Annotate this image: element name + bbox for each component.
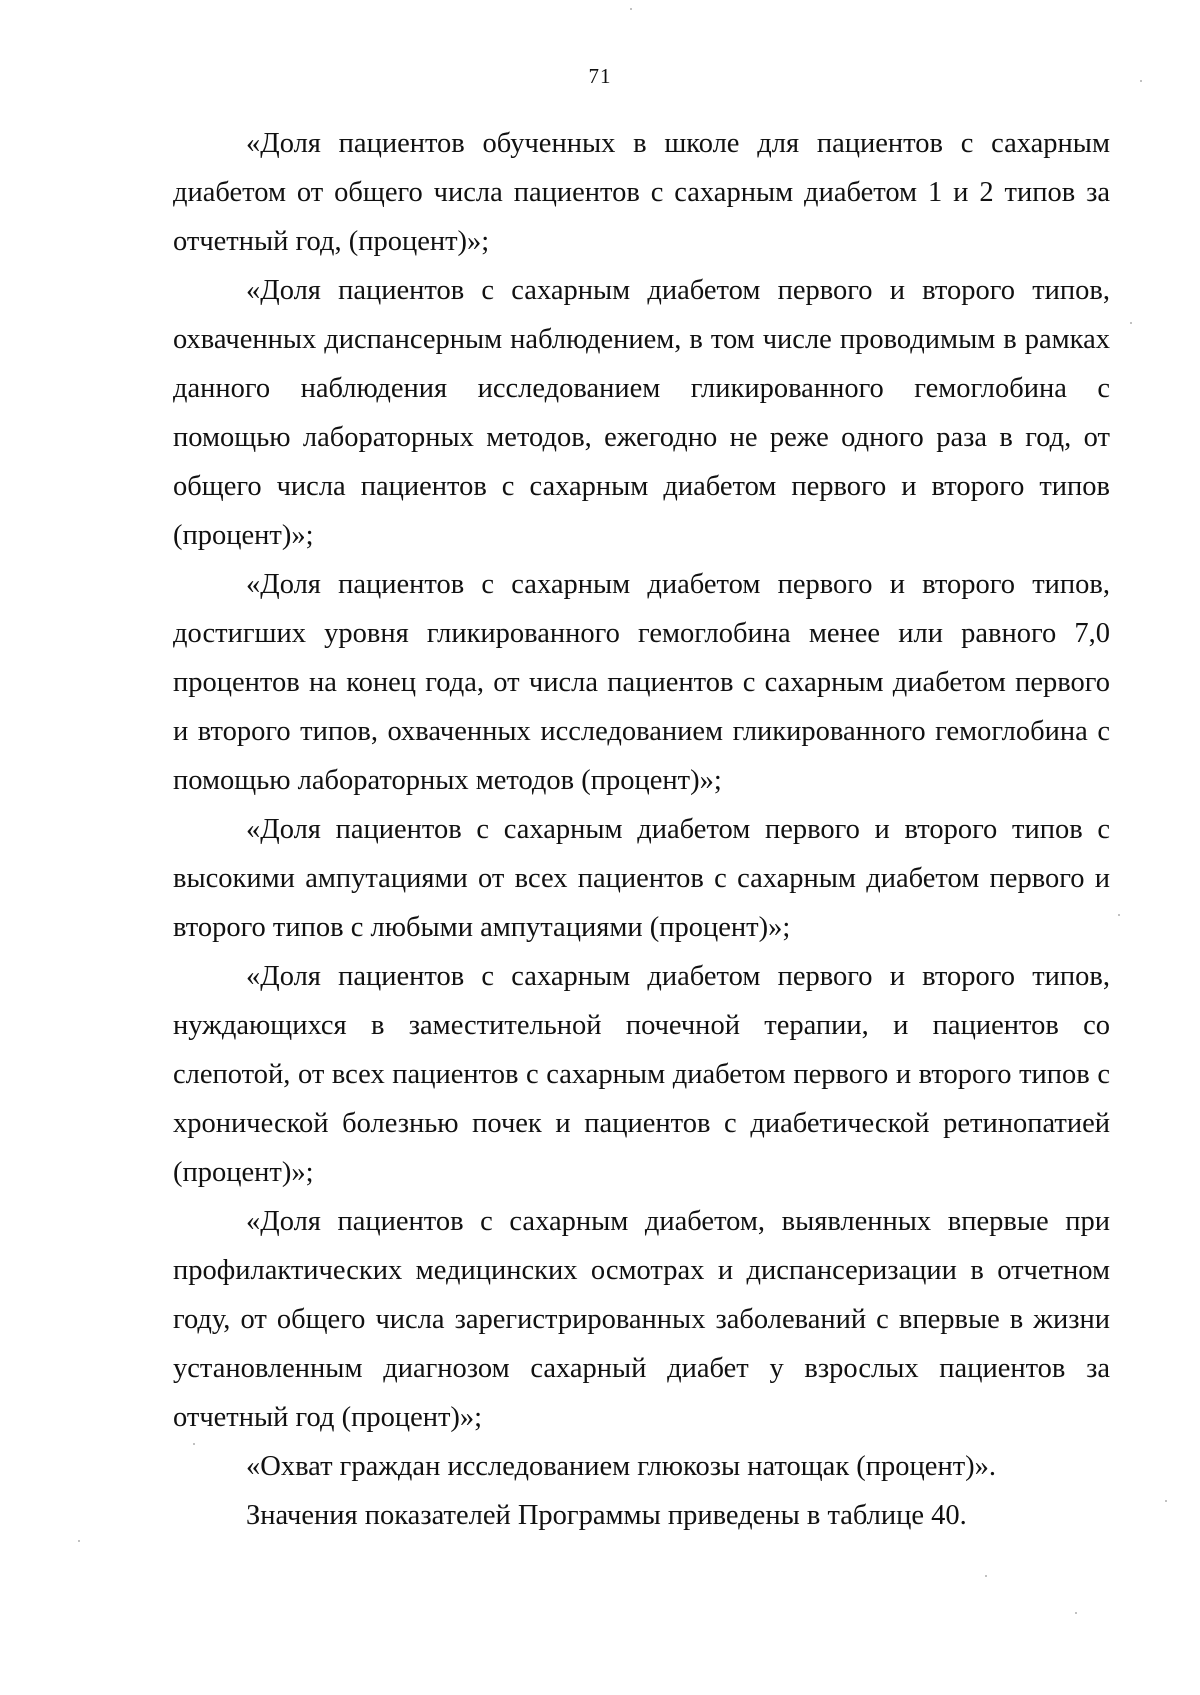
scan-speck xyxy=(1118,914,1120,916)
scan-speck xyxy=(78,1540,80,1542)
paragraph-1: «Доля пациентов обученных в школе для пациентов с сахарным диабетом от общего числа пациентов с сахарным диабетом 1 и 2 типов за отчетный год, (процент)»; xyxy=(173,128,1110,257)
scan-speck xyxy=(1140,80,1142,82)
scan-speck xyxy=(630,8,632,10)
paragraph-4: «Доля пациентов с сахарным диабетом первого и второго типов с высокими ампутациями от всех пациентов с сахарным диабетом первого и второго типов с любыми ампутациями (процент)»; xyxy=(173,814,1110,943)
scan-speck xyxy=(1165,1500,1167,1502)
scan-speck xyxy=(1130,322,1132,324)
paragraph-3: «Доля пациентов с сахарным диабетом первого и второго типов, достигших уровня гликированного гемоглобина менее или равного 7,0 процентов на конец года, от числа пациентов с сахарным диабетом первого и второго типов, охваченных исследованием гликированного гемоглобина с помощью лабораторных методов (процент)»; xyxy=(173,569,1110,796)
paragraph-7: «Охват граждан исследованием глюкозы натощак (процент)». xyxy=(246,1451,997,1482)
scan-speck xyxy=(193,1443,195,1445)
scan-speck xyxy=(1075,1612,1077,1614)
scan-speck xyxy=(985,1575,987,1577)
page-number: 71 xyxy=(588,64,612,88)
document-body xyxy=(173,119,1110,1540)
paragraph-5: «Доля пациентов с сахарным диабетом первого и второго типов, нуждающихся в заместительной почечной терапии, и пациентов со слепотой, от всех пациентов с сахарным диабетом первого и второго типов с хронической болезнью почек и пациентов с диабетической ретинопатией (процент)»; xyxy=(173,961,1110,1188)
paragraph-6: «Доля пациентов с сахарным диабетом, выявленных впервые при профилактических медицинских осмотрах и диспансеризации в отчетном году, от общего числа зарегистрированных заболеваний с впервые в жизни установленным диагнозом сахарный диабет у взрослых пациентов за отчетный год (процент)»; xyxy=(173,1206,1110,1433)
paragraph-8: Значения показателей Программы приведены в таблице 40. xyxy=(246,1500,967,1531)
paragraph-2: «Доля пациентов с сахарным диабетом первого и второго типов, охваченных диспансерным наблюдением, в том числе проводимым в рамках данного наблюдения исследованием гликированного гемоглобина с помощью лабораторных методов, ежегодно не реже одного раза в год, от общего числа пациентов с сахарным диабетом первого и второго типов (процент)»; xyxy=(173,275,1110,551)
